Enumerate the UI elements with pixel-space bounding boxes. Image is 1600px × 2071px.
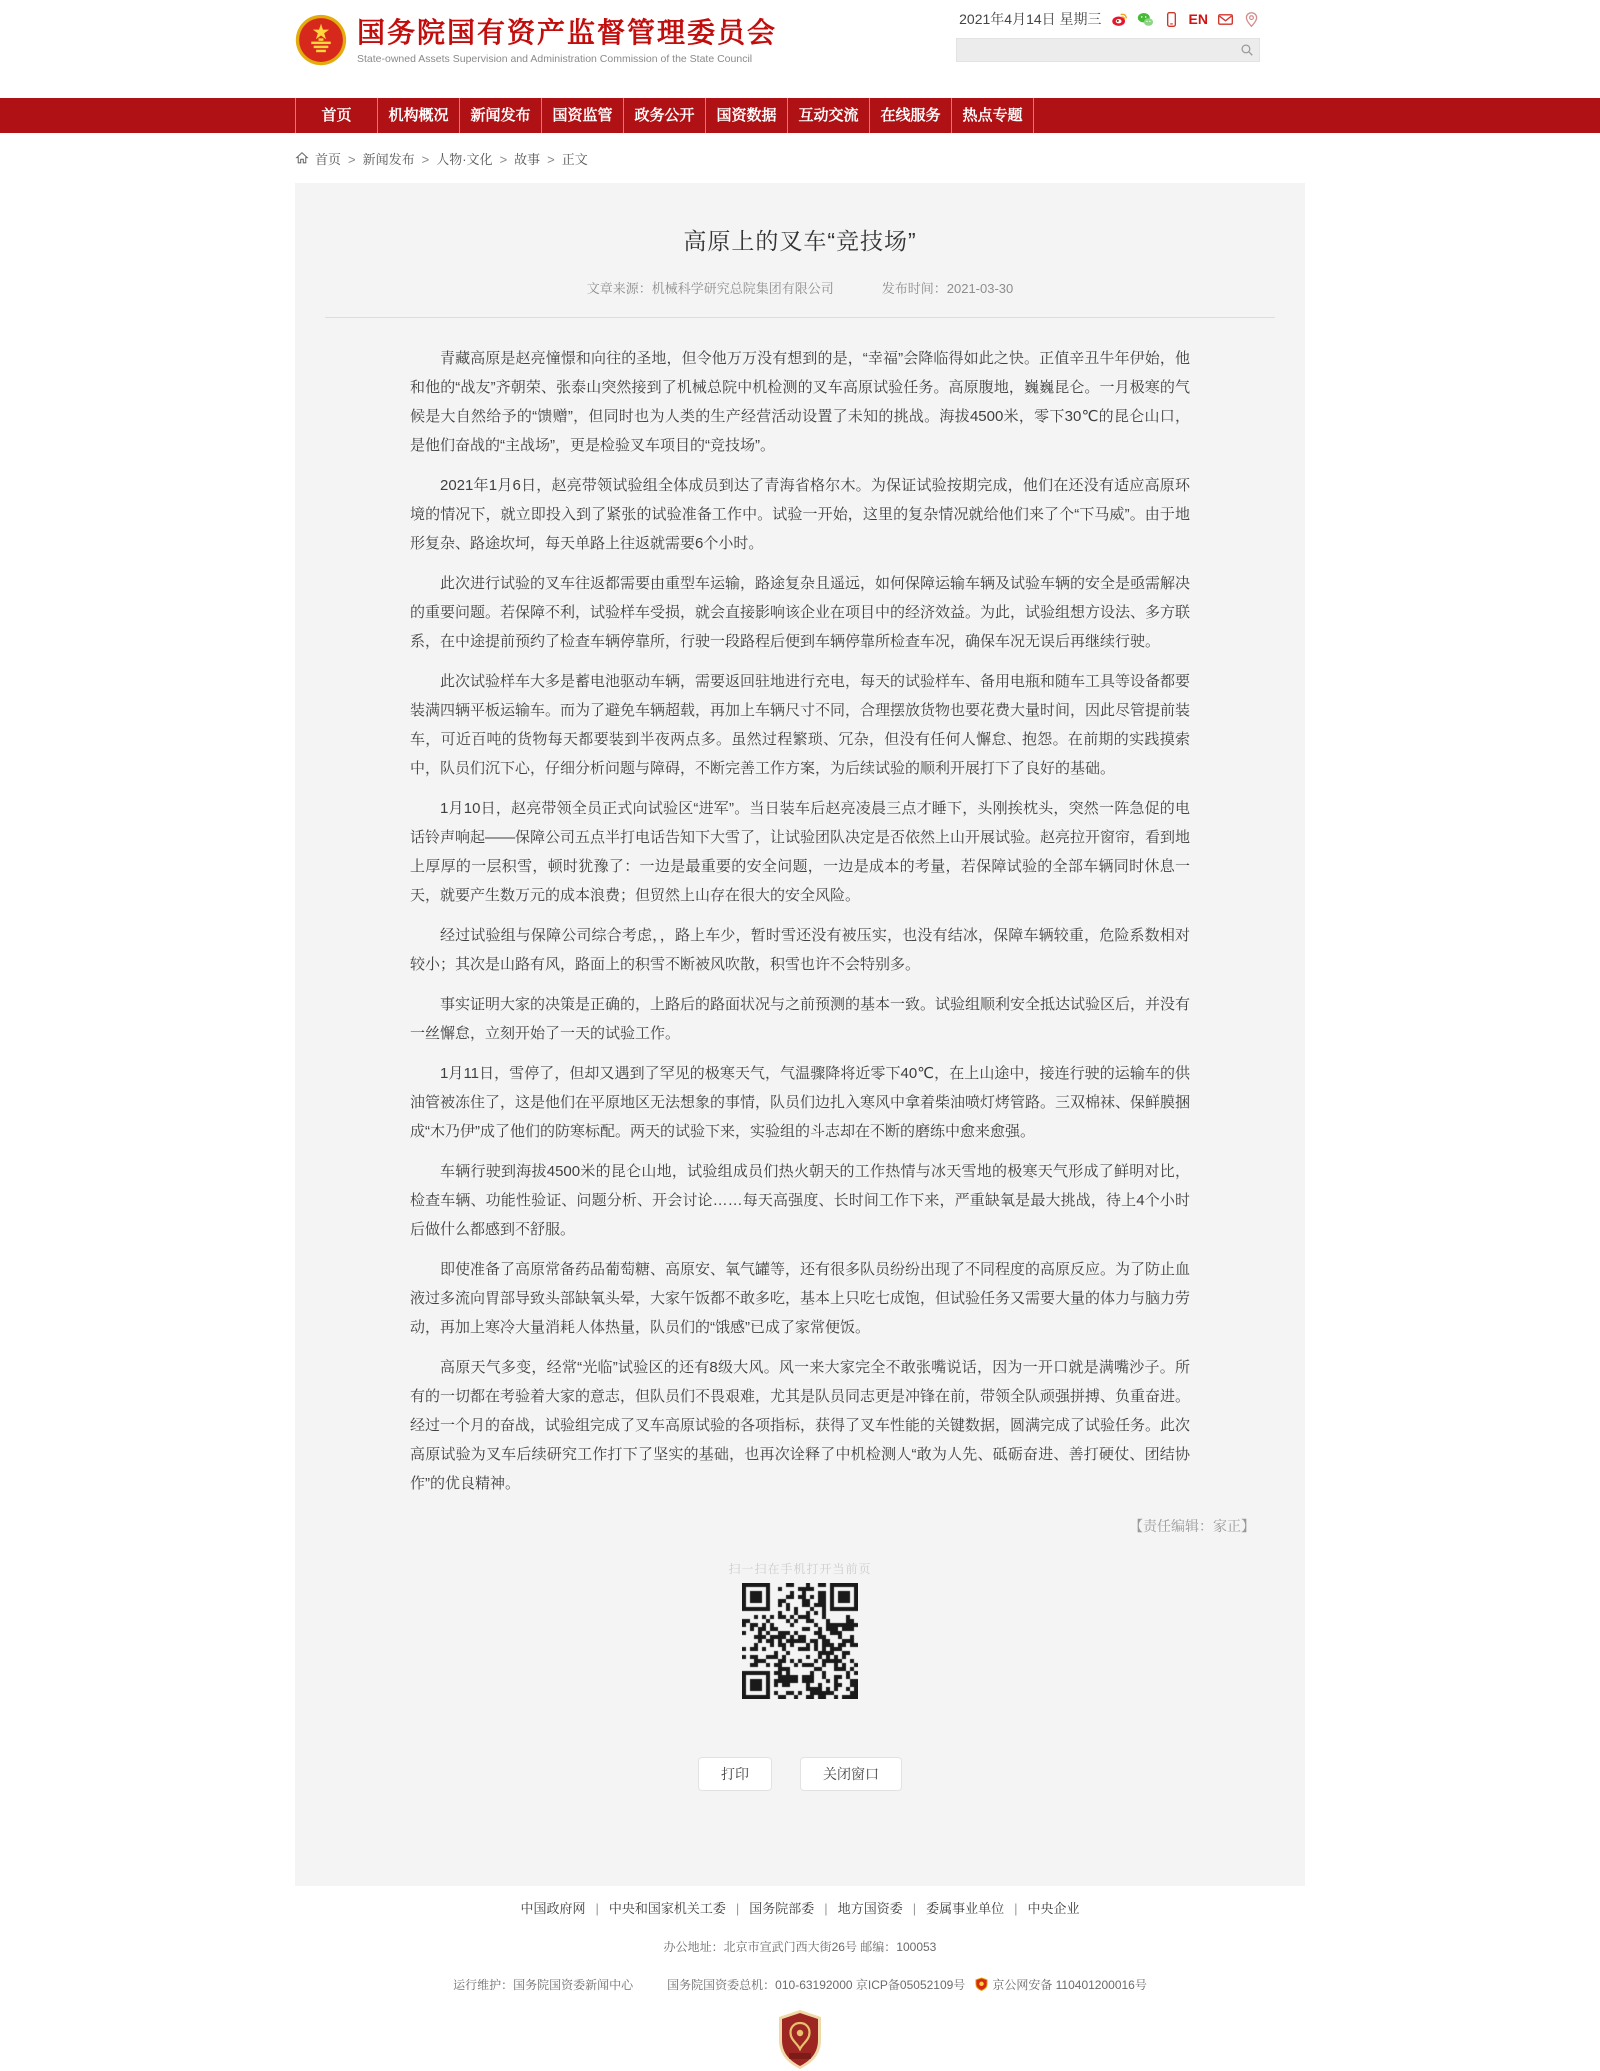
article-paragraph: 1月11日，雪停了，但却又遇到了罕见的极寒天气，气温骤降将近零下40℃，在上山途中，接连行驶的运输车的供油管被冻住了，这是他们在平原地区无法想象的事情，队员们边扎入寒风中拿着柴油喷灯烤管路。三双棉袜、保鲜膜捆成“木乃伊”成了他们的防寒标配。两天的试验下来，实验组的斗志却在不断的磨练中愈来愈强。 — [410, 1065, 1191, 1140]
search-input[interactable] — [957, 41, 1235, 59]
breadcrumb-separator: > — [421, 151, 430, 167]
footer-address: 办公地址：北京市宣武门西大街26号 邮编：100053 — [663, 1940, 937, 1954]
nav-item-4[interactable]: 国资监管 — [542, 98, 624, 133]
editor-note: 【责任编辑：家正】 — [1129, 1518, 1255, 1534]
site-logo[interactable] — [295, 14, 777, 66]
divider — [325, 317, 1275, 318]
footer-link[interactable]: 地方国资委 — [837, 1901, 903, 1916]
nav-item-2[interactable]: 机构概况 — [378, 98, 460, 133]
close-window-button[interactable]: 关闭窗口 — [800, 1757, 902, 1791]
footer-link-separator: | — [735, 1901, 740, 1916]
nav-item-6[interactable]: 国资数据 — [706, 98, 788, 133]
breadcrumb-separator: > — [499, 151, 508, 167]
mail-icon[interactable] — [1217, 11, 1234, 28]
article-paragraph: 事实证明大家的决策是正确的，上路后的路面状况与之前预测的基本一致。试验组顺利安全抵达试验区后，并没有一丝懈怠，立刻开始了一天的试验工作。 — [410, 996, 1191, 1042]
article-paragraph: 青藏高原是赵亮憧憬和向往的圣地，但令他万万没有想到的是，“幸福”会降临得如此之快。正值辛丑牛年伊始，他和他的“战友”齐朝荣、张泰山突然接到了机械总院中机检测的叉车高原试验任务。高原腹地，巍巍昆仑。一月极寒的气候是大自然给予的“馈赠”，但同时也为人类的生产经营活动设置了未知的挑战。海拔4500米，零下30℃的昆仑山口，是他们奋战的“主战场”，更是检验叉车项目的“竞技场”。 — [410, 350, 1190, 454]
search-box — [956, 38, 1260, 62]
article-paragraph: 此次试验样车大多是蓄电池驱动车辆，需要返回驻地进行充电，每天的试验样车、备用电瓶和随车工具等设备都要装满四辆平板运输车。而为了避免车辆超载，再加上车辆尺寸不同，合理摆放货物也要花费大量时间，因此尽管提前装车，可近百吨的货物每天都要装到半夜两点多。虽然过程繁琐、冗杂，但没有任何人懈怠、抱怨。在前期的实践摸索中，队员们沉下心，仔细分析问题与障碍，不断完善工作方案，为后续试验的顺利开展打下了良好的基础。 — [410, 673, 1191, 777]
footer-link[interactable]: 中央和国家机关工委 — [608, 1901, 726, 1916]
breadcrumb-item[interactable]: 故事 — [514, 151, 541, 167]
breadcrumb — [295, 133, 1305, 183]
article-paragraph: 此次进行试验的叉车往返都需要由重型车运输，路途复杂且遥远，如何保障运输车辆及试验车辆的安全是亟需解决的重要问题。若保障不利，试验样车受损，就会直接影响该企业在项目中的经济效益。为此，试验组想方设法、多方联系，在中途提前预约了检查车辆停靠所，行驶一段路程后便到车辆停靠所检查车况，确保车况无误后再继续行驶。 — [410, 575, 1191, 650]
article-container — [295, 183, 1305, 1886]
breadcrumb-item[interactable]: 首页 — [315, 151, 342, 167]
site-subtitle: State-owned Assets Supervision and Administration Commission of the State Council — [357, 52, 753, 65]
print-button[interactable]: 打印 — [698, 1757, 772, 1791]
article-paragraph: 2021年1月6日，赵亮带领试验组全体成员到达了青海省格尔木。为保证试验按期完成，他们在还没有适应高原环境的情况下，就立即投入到了紧张的试验准备工作中。试验一开始，这里的复杂情况就给他们来了个“下马威”。由于地形复杂、路途坎坷，每天单路上往返就需要6个小时。 — [410, 477, 1190, 552]
nav-item-1[interactable]: 首页 — [295, 98, 378, 133]
footer-links — [0, 1898, 1600, 1917]
footer-link[interactable]: 委属事业单位 — [926, 1901, 1005, 1916]
nav-menu — [295, 98, 1305, 133]
article-paragraph: 车辆行驶到海拔4500米的昆仑山地，试验组成员们热火朝天的工作热情与冰天雪地的极寒天气形成了鲜明对比，检查车辆、功能性验证、问题分析、开会讨论……每天高强度、长时间工作下来，严重缺氧是最大挑战，待上4个小时后做什么都感到不舒服。 — [410, 1163, 1190, 1238]
article-meta — [295, 278, 1305, 297]
pubdate-value: 2021-03-30 — [946, 281, 1014, 296]
footer-link-separator: | — [824, 1901, 828, 1916]
mobile-icon[interactable] — [1163, 11, 1180, 28]
main-nav — [0, 98, 1600, 133]
breadcrumb-item[interactable]: 新闻发布 — [362, 151, 415, 167]
nav-item-3[interactable]: 新闻发布 — [460, 98, 542, 133]
breadcrumb-separator: > — [547, 151, 555, 167]
breadcrumb-trail — [315, 149, 588, 168]
article-paragraph: 高原天气多变，经常“光临”试验区的还有8级大风。风一来大家完全不敢张嘴说话，因为一开口就是满嘴沙子。所有的一切都在考验着大家的意志，但队员们不畏艰难，尤其是队员同志更是冲锋在前，带领全队顽强拼搏、负重奋进。经过一个月的奋战，试验组完成了叉车高原试验的各项指标，获得了叉车性能的关键数据，圆满完成了试验任务。此次高原试验为叉车后续研究工作打下了坚实的基础，也再次诠释了中机检测人“敢为人先、砥砺奋进、善打硬仗、团结协作”的优良精神。 — [410, 1359, 1191, 1492]
footer-link-separator: | — [1014, 1901, 1018, 1916]
footer-link[interactable]: 中国政府网 — [520, 1901, 586, 1916]
source-label: 文章来源： — [586, 281, 652, 296]
nav-item-8[interactable]: 在线服务 — [870, 98, 952, 133]
breadcrumb-item: 正文 — [561, 151, 588, 167]
footer-maintenance: 运行维护：国务院国资委新闻中心 — [453, 1978, 634, 1992]
site-header — [0, 0, 1600, 98]
language-en-link[interactable]: EN — [1188, 11, 1208, 27]
footer-link-separator: | — [595, 1901, 599, 1916]
search-button[interactable] — [1235, 39, 1259, 61]
qr-section — [295, 1560, 1305, 1699]
search-icon — [1240, 43, 1254, 57]
source-value: 机械科学研究总院集团有限公司 — [651, 281, 834, 296]
national-emblem-icon — [295, 14, 347, 66]
article-paragraph: 经过试验组与保障公司综合考虑，，路上车少，暂时雪还没有被压实，也没有结冰，保障车辆较重，危险系数相对较小；其次是山路有风，路面上的积雪不断被风吹散，积雪也许不会特别多。 — [410, 927, 1190, 973]
nav-item-9[interactable]: 热点专题 — [952, 98, 1034, 133]
nav-item-5[interactable]: 政务公开 — [624, 98, 706, 133]
qr-code — [742, 1583, 858, 1699]
home-icon[interactable] — [295, 151, 309, 165]
site-title: 国务院国有资产监督管理委员会 — [357, 16, 778, 48]
government-badge[interactable] — [777, 2009, 823, 2071]
article-paragraph: 1月10日，赵亮带领全员正式向试验区“进军”。当日装车后赵亮凌晨三点才睡下，头刚挨枕头，突然一阵急促的电话铃声响起——保障公司五点半打电话告知下大雪了，让试验团队决定是否依然上山开展试验。赵亮拉开窗帘，看到地上厚厚的一层积雪，顿时犹豫了：一边是最重要的安全问题，一边是成本的考量，若保障试验的全部车辆同时休息一天，就要产生数万元的成本浪费；但贸然上山存在很大的安全风险。 — [410, 800, 1191, 904]
pubdate-label: 发布时间： — [881, 281, 947, 296]
footer-maintenance-row — [0, 1976, 1600, 1993]
breadcrumb-separator: > — [348, 151, 356, 167]
current-date: 2021年4月14日 星期三 — [959, 11, 1102, 27]
wechat-icon[interactable] — [1137, 11, 1154, 28]
site-footer — [0, 1886, 1600, 2071]
nav-item-7[interactable]: 互动交流 — [788, 98, 870, 133]
weibo-icon[interactable] — [1111, 11, 1128, 28]
footer-phone-icp: 国务院国资委总机：010-63192000 京ICP备05052109号 — [667, 1978, 966, 1992]
footer-link-separator: | — [912, 1901, 917, 1916]
location-icon[interactable] — [1243, 11, 1260, 28]
footer-security: 京公网安备 110401200016号 — [992, 1978, 1147, 1992]
article-paragraph: 即使准备了高原常备药品葡萄糖、高原安、氧气罐等，还有很多队员纷纷出现了不同程度的高原反应。为了防止血液过多流向胃部导致头部缺氧头晕，大家午饭都不敢多吃，基本上只吃七成饱，但试验任务又需要大量的体力与脑力劳动，再加上寒冷大量消耗人体热量，队员们的“饿感”已成了家常便饭。 — [410, 1261, 1191, 1336]
breadcrumb-item[interactable]: 人物·文化 — [436, 151, 493, 167]
article-title: 高原上的叉车“竞技场” — [683, 228, 917, 254]
footer-link[interactable]: 国务院部委 — [749, 1901, 815, 1916]
footer-link[interactable]: 中央企业 — [1027, 1901, 1080, 1916]
qr-caption: 扫一扫在手机打开当前页 — [728, 1562, 872, 1576]
security-badge-icon — [975, 1977, 988, 1991]
article-body — [410, 344, 1190, 1498]
